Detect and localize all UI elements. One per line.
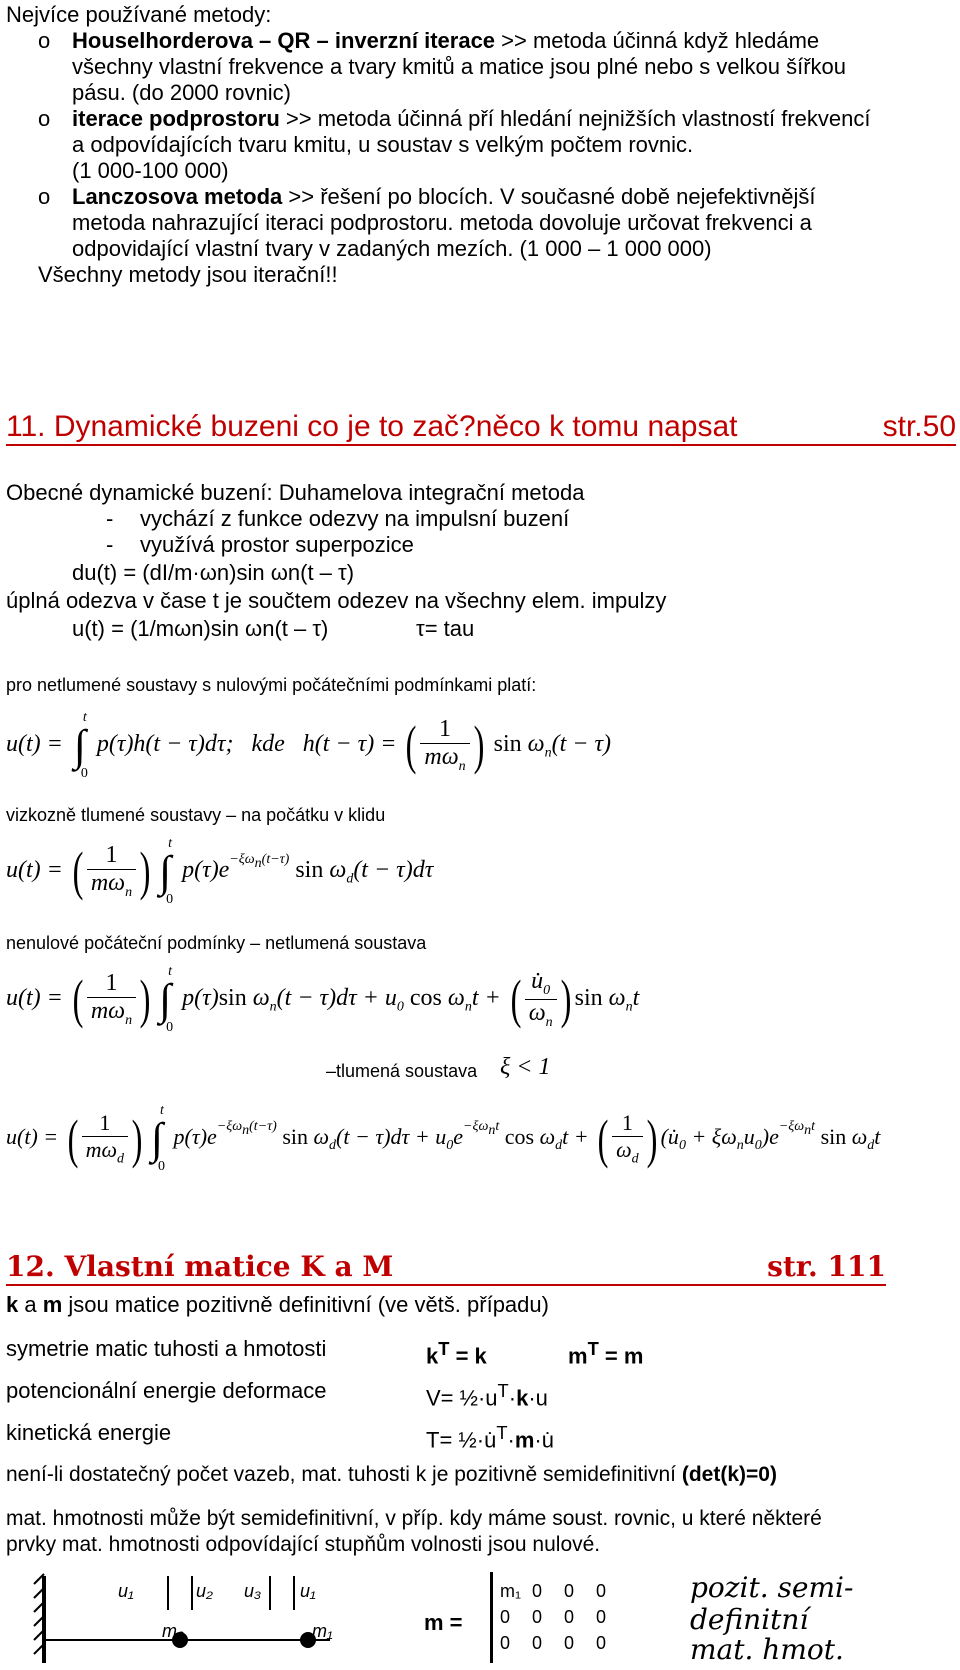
method-2-line-2: a odpovídajících tvaru kmitu, u soustav s velkým počtem rovnic.: [72, 132, 694, 157]
method-1-line-2: všechny vlastní frekvence a tvary kmitů a matice jsou plné nebo s velkou šířkou: [72, 54, 847, 79]
mass-semidefinite-line-1: mat. hmotnosti může být semidefinitivní, v příp. kdy máme soust. rovnic, u které některé: [6, 1507, 822, 1530]
mass-matrix-row-2: 0 0 0 0: [500, 1607, 607, 1627]
section-11-page-ref: str.50: [882, 410, 956, 443]
sketch-u3-label: u₃: [244, 1581, 262, 1601]
point-superposition: využívá prostor superpozice: [140, 532, 414, 557]
iterative-note: Všechny metody jsou iterační!!: [38, 262, 338, 287]
viscous-label: vizkozně tlumené soustavy – na počátku v klidu: [6, 805, 386, 825]
method-1-line-1: Houselhorderova – QR – inverzní iterace >> metoda účinná když hledáme: [72, 28, 820, 53]
potential-energy-label: potencionální energie deformace: [6, 1378, 327, 1403]
sketch-u2-label: u₂: [196, 1581, 213, 1601]
sketch-m1-label: m₁: [312, 1621, 333, 1641]
mass-semidefinite-line-2: prvky mat. hmotnosti odpovídající stupňům volnosti jsou nulové.: [6, 1533, 601, 1556]
kinetic-energy-formula: T= ½·u̇$^T$·m·u̇: [426, 1422, 554, 1453]
bullet-2: o: [38, 106, 51, 131]
method-3-line-2: metoda nahrazující iteraci podprostoru. metoda dovoluje určovat frekvenci a: [72, 210, 812, 235]
method-3-line-3: odpovidající vlastní tvary v zadaných mezích. (1 000 – 1 000 000): [72, 236, 712, 261]
point-impulse-response: vychází z funkce odezvy na impulsní buzení: [140, 506, 570, 531]
method-2-line-1: iterace podprostoru >> metoda účinná pří hledání nejnižších vlastností frekvencí: [72, 106, 871, 131]
sketch-u1-label: u₁: [118, 1581, 134, 1601]
method-3-line-1: Lanczosova metoda >> řešení po blocích. V současné době nejefektivnější: [72, 184, 816, 209]
handwritten-note-3: mat. hmot.: [690, 1633, 844, 1666]
potential-energy-formula: $V= \frac{1}{2}\cdot u^T\cdot k\cdot u$: [426, 1380, 548, 1411]
m-symmetry: $m^T = m$: [568, 1338, 644, 1369]
section-12-page-ref: str. 111: [767, 1250, 886, 1283]
damped-label: –tlumená soustava: [326, 1061, 478, 1081]
sketch-m2-label: m₂: [162, 1621, 184, 1641]
handwritten-note-1: pozit. semi-: [690, 1571, 854, 1604]
kinetic-energy-label: kinetická energie: [6, 1420, 172, 1445]
handwritten-note-2: definitní: [690, 1603, 809, 1636]
duhamel-line: Obecné dynamické buzení: Duhamelova integrační metoda: [6, 480, 585, 505]
formula-damped: u(t) = ( $\frac{1}{m\omega_d}$ ) ∫ t 0 $p(\tau)e^{-\xi\omega_n(t-\tau)}$ $\sin \omega_d(t - \tau)d\tau + u_0e^{-\xi\omega_nt}$ $\cos \omega_dt$ + ( $\frac{1}{\omega_d}$ ) $(u̇_0 + \xi\omega_nu_0)e^{-\xi\omega_nt}$ $\sin \omega_dt$: [6, 1103, 881, 1175]
mass-matrix-label: m =: [424, 1610, 463, 1635]
method-3-name: Lanczosova metoda: [72, 184, 283, 209]
total-response-line: úplná odezva v čase t je součtem odezev na všechny elem. impulzy: [6, 588, 667, 613]
tau-note: τ= tau: [416, 616, 475, 641]
bullet-3: o: [38, 184, 51, 209]
dash-1: -: [106, 506, 114, 531]
method-1-line-3: pásu. (do 2000 rovnic): [72, 80, 291, 105]
bullet-1: o: [38, 28, 51, 53]
formula-undamped: u(t) = ∫ t 0 p(τ)h(t − τ)dτ; kde h(t − τ) = ( $\frac{1}{m\omega_n}$ ) $\sin \omega_n(t - \tau)$: [6, 709, 612, 781]
matrices-positive-line: k a m jsou matice pozitivně definitivní (ve větš. případu): [6, 1292, 549, 1317]
formula-nonzero: u(t) = ( $\frac{1}{m\omega_n}$ ) ∫ t 0 p(τ)sin $\omega_n(t - \tau)d\tau + u_0$ $\cos \omega_nt$ + ( $\frac{u̇_0}{\omega_n}$ ) $\sin \omega_nt$: [6, 963, 640, 1035]
symmetry-label: symetrie matic tuhosti a hmotosti: [6, 1336, 327, 1361]
dash-2: -: [106, 532, 114, 557]
formula-viscous: u(t) = ( $\frac{1}{m\omega_n}$ ) ∫ t 0 $p(\tau)e^{-\xi\omega_n(t-\tau)}$ $\sin \omega_d(t - \tau)d\tau$: [6, 835, 434, 907]
xi-condition: ξ < 1: [500, 1054, 551, 1080]
equation-du: du(t) = (dI/m·ωn)sin ωn(t – τ): [72, 560, 355, 585]
undamped-label: pro netlumené soustavy s nulovými počátečními podmínkami platí:: [6, 675, 537, 695]
nonzero-label: nenulové počáteční podmínky – netlumená soustava: [6, 933, 427, 953]
mass-matrix-row-3: 0 0 0 0: [500, 1633, 607, 1653]
section-11-title: 11. Dynamické buzeni co je to zač?něco k tomu napsat: [6, 410, 738, 443]
method-2-name: iterace podprostoru: [72, 106, 280, 131]
methods-heading: Nejvíce používané metody:: [6, 2, 272, 27]
section-11-heading: [6, 410, 956, 446]
sketch-u1b-label: u₁: [300, 1581, 316, 1601]
section-12-heading: [6, 1250, 886, 1286]
method-1-name: Houselhorderova – QR – inverzní iterace: [72, 28, 496, 53]
mass-matrix-row-1: m₁ 0 0 0: [500, 1581, 607, 1601]
equation-u: u(t) = (1/mωn)sin ωn(t – τ): [72, 616, 329, 641]
section-12-title: 12. Vlastní matice K a M: [6, 1250, 394, 1283]
k-symmetry: $k^T = k$: [426, 1338, 487, 1369]
semidefinite-stiffness-line: není-li dostatečný počet vazeb, mat. tuhosti k je pozitivně semidefinitivní (det(k)=0): [6, 1463, 777, 1486]
method-2-line-3: (1 000-100 000): [72, 158, 229, 183]
